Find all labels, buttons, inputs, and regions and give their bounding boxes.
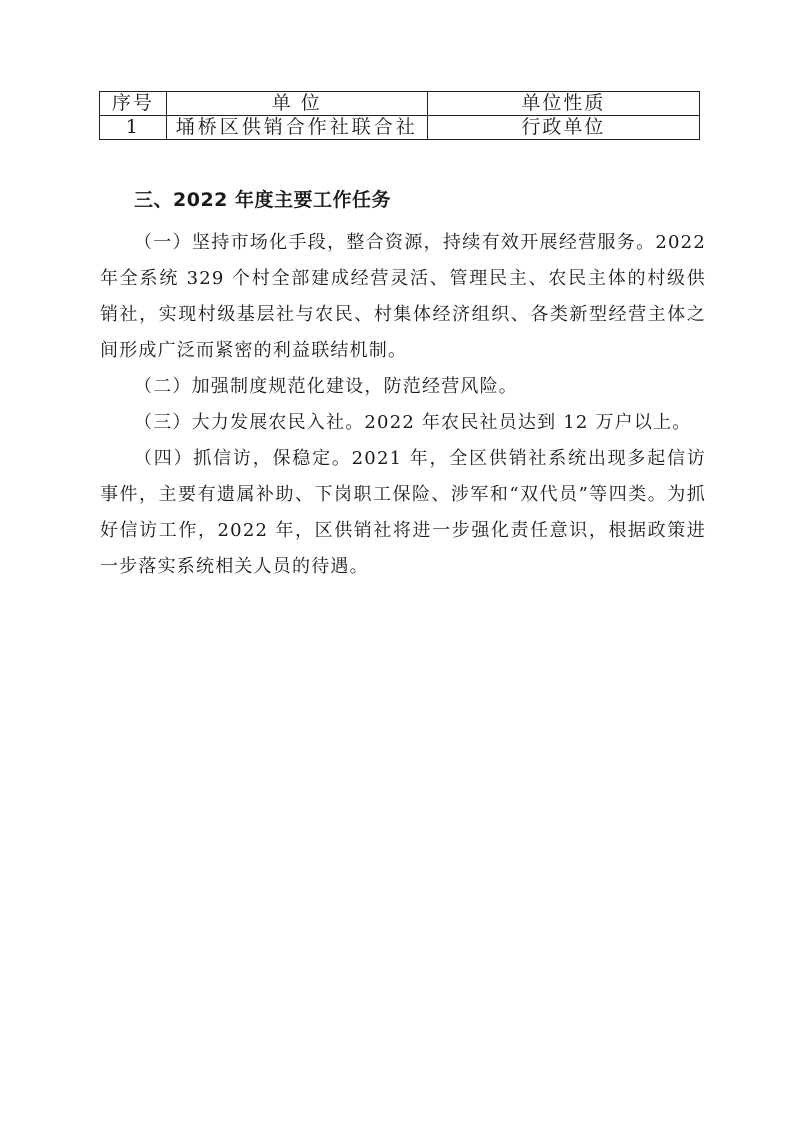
section-heading: 三、2022 年度主要工作任务 (134, 189, 391, 211)
table-header-row (100, 92, 700, 116)
unit-table (99, 91, 700, 140)
paragraph-task-2: （二）加强制度规范化建设，防范经营风险。 (134, 376, 518, 397)
paragraph-task-4: （四）抓信访，保稳定。2021 年，全区供销社系统出现多起信访事件，主要有遗属补助、下岗职工保险、涉军和“双代员”等四类。为抓好信访工作，2022 年，区供销社将进一步强化责任意识，根据政策进一步落实系统相关人员的待遇。 (100, 448, 706, 577)
header-unit: 单 位 (166, 92, 427, 116)
body-text (100, 225, 706, 585)
row-unit-nature: 行政单位 (427, 116, 699, 140)
header-unit-nature: 单位性质 (427, 92, 699, 116)
row-index: 1 (100, 116, 167, 140)
header-index: 序号 (100, 92, 167, 116)
paragraph-task-3: （三）大力发展农民入社。2022 年农民社员达到 12 万户以上。 (134, 412, 692, 433)
row-unit: 埇桥区供销合作社联合社 (166, 116, 427, 140)
table-row (100, 116, 700, 140)
paragraph-task-1: （一）坚持市场化手段，整合资源，持续有效开展经营服务。2022 年全系统 329 个村全部建成经营灵活、管理民主、农民主体的村级供销社，实现村级基层社与农民、村集体经济组织、各类新型经营主体之间形成广泛而紧密的利益联结机制。 (100, 232, 706, 361)
